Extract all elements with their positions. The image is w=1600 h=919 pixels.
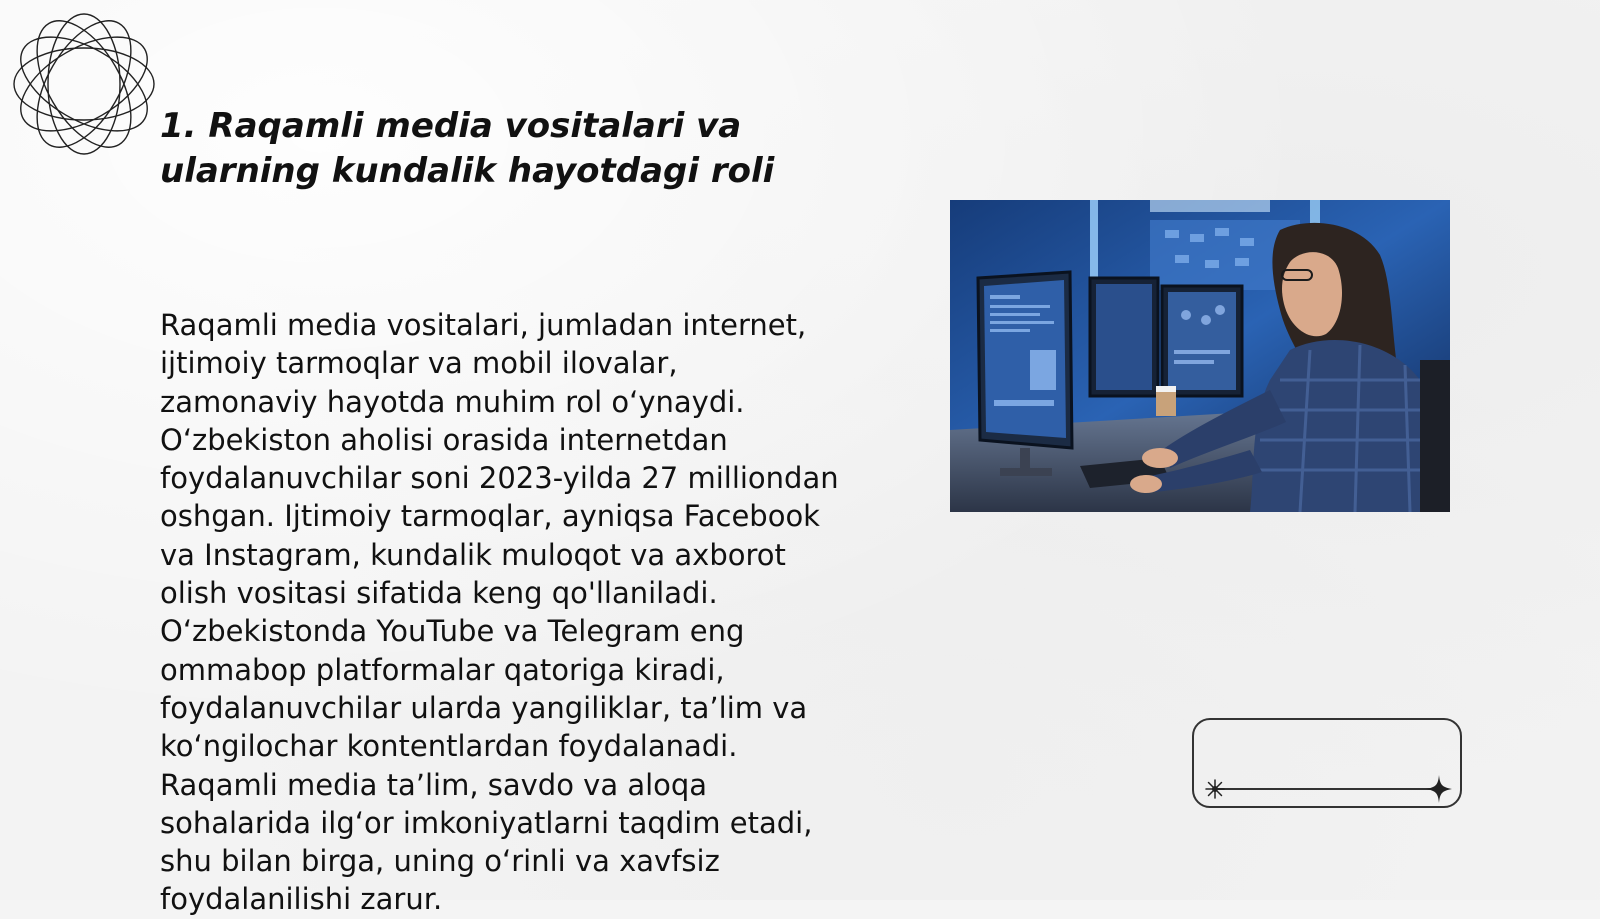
sparkle-icon bbox=[1204, 778, 1226, 800]
orbit-rings-ornament-icon bbox=[10, 10, 158, 158]
person-at-computer-photo bbox=[950, 200, 1450, 512]
slide-title-line-1: 1. Raqamli media vositalari va bbox=[160, 106, 742, 146]
slide-title bbox=[160, 104, 900, 194]
slide-body-text: Raqamli media vositalari, jumladan internet, ijtimoiy tarmoqlar va mobil ilovalar, zamonaviy hayotda muhim rol o‘ynaydi. O‘zbekiston aholisi orasida internetdan foydalanuvchilar soni 2023-yilda 27 milliondan oshgan. Ijtimoiy tarmoqlar, ayniqsa Facebook va Instagram, kundalik muloqot va axborot olish vositasi sifatida keng qo'llaniladi. O‘zbekistonda YouTube va Telegram eng ommabop platformalar qatoriga kiradi, foydalanuvchilar ularda yangiliklar, ta’lim va ko‘ngilochar kontentlardan foydalanadi. Raqamli media ta’lim, savdo va aloqa sohalarida ilg‘or imkoniyatlarni taqdim etadi, shu bilan birga, uning o‘rinli va xavfsiz foydalanilishi zarur. bbox=[160, 308, 839, 917]
slide-title-line-2: ularning kundalik hayotdagi roli bbox=[160, 151, 775, 191]
slider-track bbox=[1218, 788, 1438, 790]
decorative-slider-frame bbox=[1192, 718, 1462, 808]
four-point-star-icon bbox=[1426, 775, 1452, 803]
